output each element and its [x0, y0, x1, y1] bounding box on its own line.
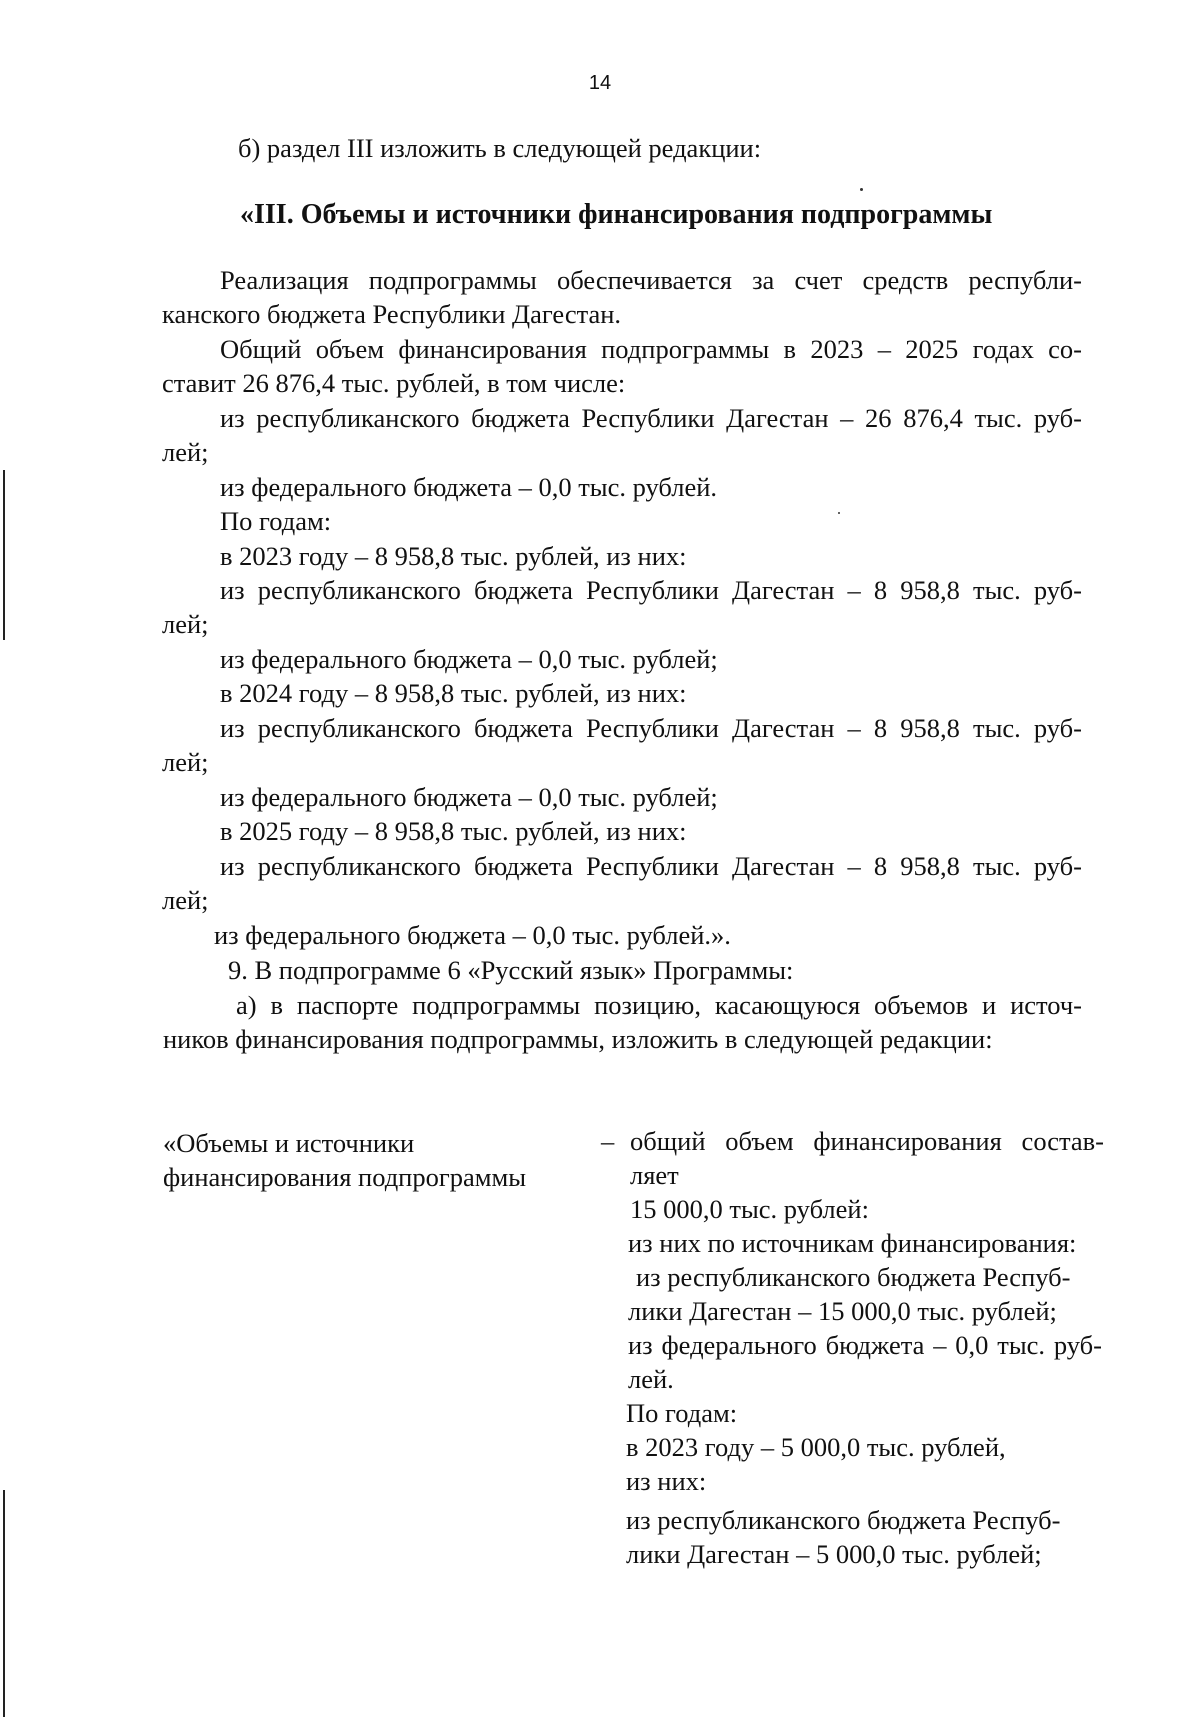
scan-speck [838, 512, 840, 514]
passport-value-line: лики Дагестан – 15 000,0 тыс. рублей; [628, 1296, 1057, 1326]
item-9: 9. В подпрограмме 6 «Русский язык» Программы: [228, 955, 794, 985]
scan-edge-line-bottom [3, 1490, 5, 1717]
body-line: из федерального бюджета – 0,0 тыс. рублей; [220, 782, 718, 812]
body-line: Реализация подпрограммы обеспечивается за счет средств республи- [220, 265, 1082, 295]
scan-speck [860, 188, 863, 191]
body-line: По годам: [220, 506, 332, 536]
body-line: из республиканского бюджета Республики Дагестан – 8 958,8 тыс. руб- [220, 713, 1082, 743]
passport-label-line: «Объемы и источники [163, 1128, 415, 1158]
body-line: канского бюджета Республики Дагестан. [162, 299, 622, 329]
scan-edge-line-top [3, 470, 5, 640]
passport-value-line: лики Дагестан – 5 000,0 тыс. рублей; [626, 1539, 1042, 1569]
passport-value-line: из республиканского бюджета Респуб- [626, 1505, 1061, 1535]
item-9a-line: а) в паспорте подпрограммы позицию, касающуюся объемов и источ- [236, 990, 1082, 1020]
body-line: из республиканского бюджета Республики Дагестан – 8 958,8 тыс. руб- [220, 851, 1082, 881]
passport-value-line: из них: [626, 1466, 707, 1496]
passport-label-line: финансирования подпрограммы [163, 1162, 527, 1192]
body-line: в 2023 году – 8 958,8 тыс. рублей, из них: [220, 541, 687, 571]
section-intro: б) раздел III изложить в следующей редакции: [238, 133, 762, 163]
section-heading: «III. Объемы и источники финансирования подпрограммы [240, 199, 993, 230]
body-line: в 2025 году – 8 958,8 тыс. рублей, из них: [220, 816, 687, 846]
body-line: из республиканского бюджета Республики Дагестан – 8 958,8 тыс. руб- [220, 575, 1082, 605]
body-line: Общий объем финансирования подпрограммы в 2023 – 2025 годах со- [220, 334, 1082, 364]
passport-value-line: общий объем финансирования состав- [630, 1126, 1104, 1156]
body-line: ставит 26 876,4 тыс. рублей, в том числе: [162, 368, 626, 398]
body-line: лей; [162, 437, 209, 467]
passport-value-line: 15 000,0 тыс. рублей: [630, 1194, 869, 1224]
passport-dash: – [601, 1126, 615, 1156]
page-number: 14 [588, 72, 612, 94]
body-line: лей; [162, 609, 209, 639]
body-line: в 2024 году – 8 958,8 тыс. рублей, из них: [220, 678, 687, 708]
body-line: лей; [162, 747, 209, 777]
passport-value-line: По годам: [626, 1398, 738, 1428]
passport-value-line: из республиканского бюджета Респуб- [636, 1262, 1071, 1292]
body-line: из федерального бюджета – 0,0 тыс. рублей; [220, 644, 718, 674]
body-line: из федерального бюджета – 0,0 тыс. рублей. [220, 472, 718, 502]
item-9a-line: ников финансирования подпрограммы, изложить в следующей редакции: [163, 1024, 993, 1054]
passport-value-line: из них по источникам финансирования: [628, 1228, 1077, 1258]
passport-value-line: в 2023 году – 5 000,0 тыс. рублей, [626, 1432, 1006, 1462]
passport-value-line: лей. [628, 1364, 674, 1394]
body-line: из республиканского бюджета Республики Дагестан – 26 876,4 тыс. руб- [220, 403, 1082, 433]
body-line: лей; [162, 885, 209, 915]
body-line: из федерального бюджета – 0,0 тыс. рублей.». [214, 920, 731, 950]
passport-value-line: из федерального бюджета – 0,0 тыс. руб- [628, 1330, 1102, 1360]
passport-value-line: ляет [630, 1160, 679, 1190]
